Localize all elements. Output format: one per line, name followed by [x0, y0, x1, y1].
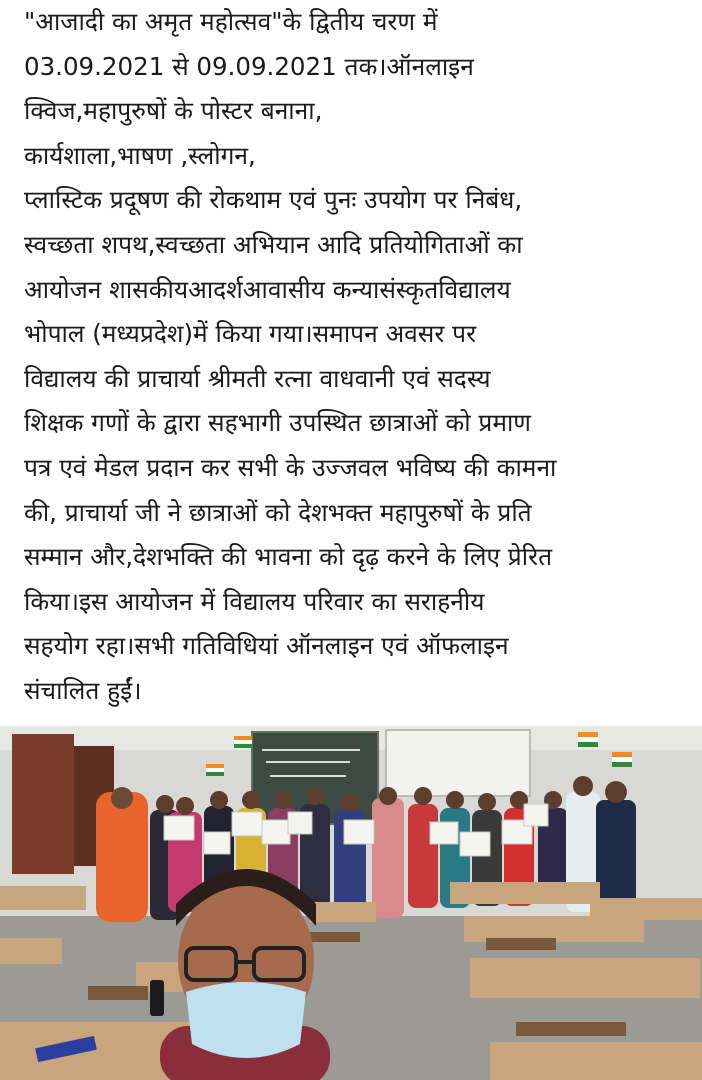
post-line: "आजादी का अमृत महोत्सव"के द्वितीय चरण में	[24, 7, 438, 36]
post-line: किया।इस आयोजन में विद्यालय परिवार का सराहनीय	[24, 586, 485, 616]
flag-icon	[612, 752, 632, 767]
post-line: शिक्षक गणों के द्वारा सहभागी उपस्थित छात्राओं को प्रमाण	[24, 408, 532, 438]
post-line: विद्यालय की प्राचार्या श्रीमती रत्ना वाधवानी एवं सदस्य	[24, 363, 491, 393]
post-line: सहयोग रहा।सभी गतिविधियां ऑनलाइन एवं ऑफलाइन	[24, 631, 509, 661]
post-text	[24, 0, 696, 714]
post-line: सम्मान और,देशभक्ति की भावना को दृढ़ करने के लिए प्रेरित	[24, 542, 553, 572]
post-line: संचालित हुईं।	[24, 675, 142, 705]
selfie-person	[160, 869, 330, 1080]
post-line: क्विज,महापुरुषों के पोस्टर बनाना,	[24, 96, 323, 126]
event-photo	[0, 726, 702, 1080]
flag-icon	[578, 732, 598, 747]
post-line: की, प्राचार्या जी ने छात्राओं को देशभक्त महापुरुषों के प्रति	[24, 497, 532, 527]
classroom-photo-illustration	[0, 726, 702, 1080]
post-line: पत्र एवं मेडल प्रदान कर सभी के उज्जवल भविष्य की कामना	[24, 452, 557, 482]
phone	[150, 980, 164, 1016]
post-line: आयोजन शासकीयआदर्शआवासीय कन्यासंस्कृतविद्यालय	[24, 274, 511, 304]
post-line: स्वच्छता शपथ,स्वच्छता अभियान आदि प्रतियोगिताओं का	[24, 229, 523, 259]
flag-icon	[206, 764, 224, 776]
face-mask	[186, 982, 306, 1058]
post-line: कार्यशाला,भाषण ,स्लोगन,	[24, 140, 256, 170]
post-line: प्लास्टिक प्रदूषण की रोकथाम एवं पुनः उपयोग पर निबंध,	[24, 185, 523, 215]
post-line: भोपाल (मध्यप्रदेश)में किया गया।समापन अवसर पर	[24, 319, 477, 349]
door	[12, 734, 74, 874]
flag-icon	[234, 736, 252, 748]
projector-screen	[386, 730, 530, 796]
post-line: 03.09.2021 से 09.09.2021 तक।ऑनलाइन	[24, 51, 474, 81]
